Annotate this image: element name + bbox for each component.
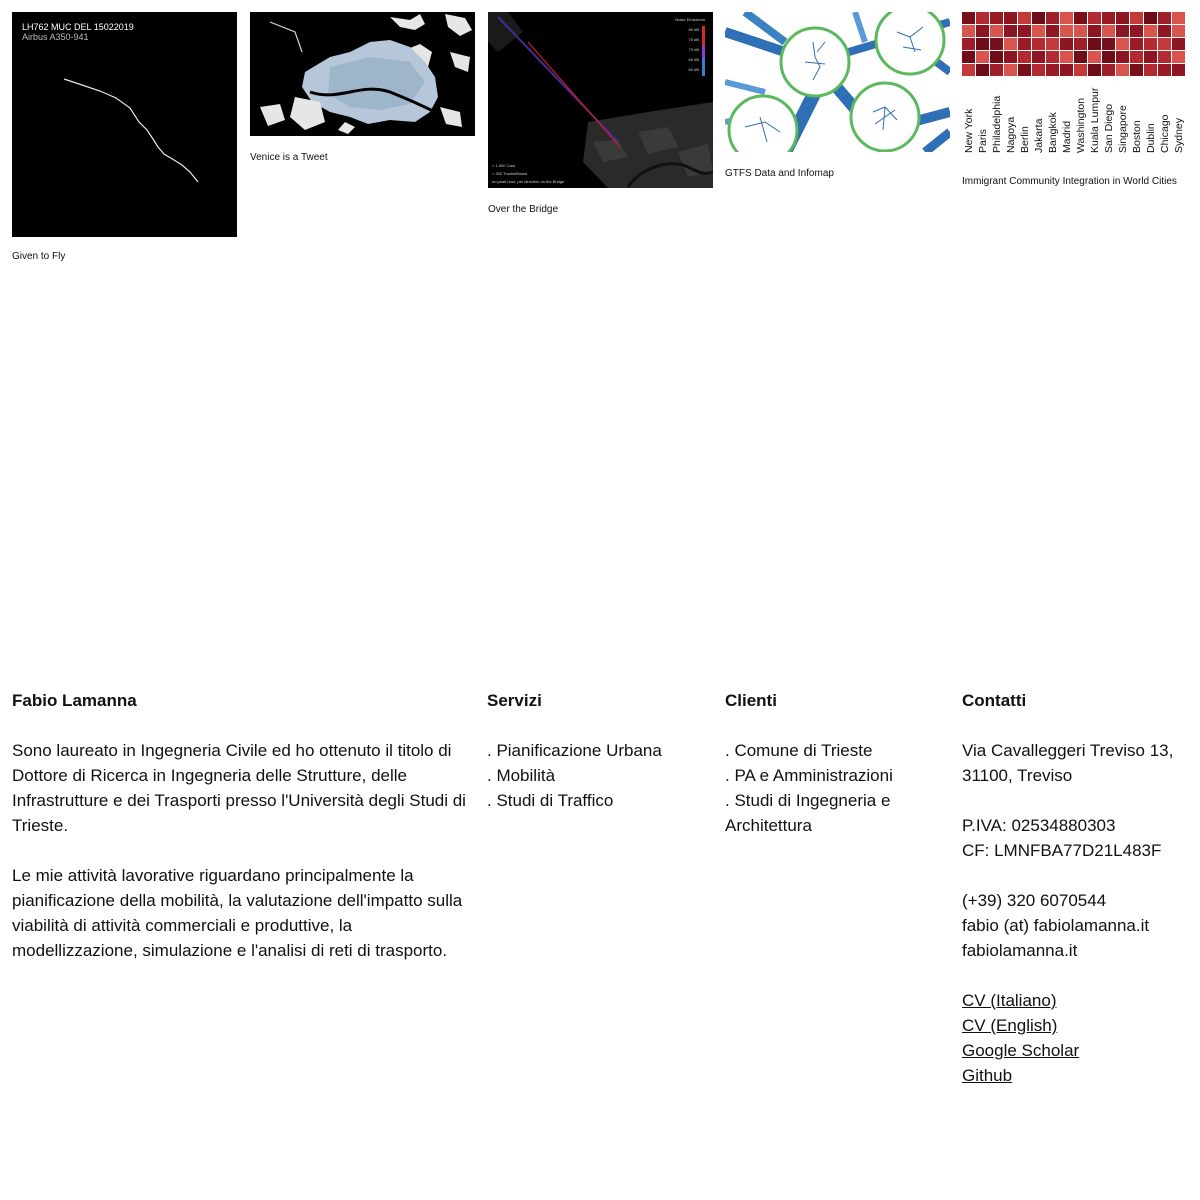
heatmap-cell <box>1074 38 1087 50</box>
project-over-the-bridge[interactable] <box>488 12 713 215</box>
city-label: Washington <box>1075 97 1087 153</box>
heatmap-cell <box>1144 25 1157 37</box>
heatmap-cell <box>1060 25 1073 37</box>
heatmap-cell <box>1116 64 1129 76</box>
project-thumbnail[interactable] <box>725 12 950 152</box>
contacts-column <box>962 688 1188 1113</box>
cv-english-link[interactable]: CV (English) <box>962 1016 1058 1035</box>
city-label: Jakarta <box>1033 118 1045 153</box>
heatmap-cell <box>1032 64 1045 76</box>
heatmap-cell <box>1032 12 1045 24</box>
city-label: Nagoya <box>1005 116 1017 153</box>
heatmap-cell <box>1046 51 1059 63</box>
heatmap-cell <box>1060 12 1073 24</box>
heatmap-cell <box>990 25 1003 37</box>
heatmap-cell <box>976 12 989 24</box>
project-title: Given to Fly <box>12 251 66 262</box>
heatmap-cell <box>1074 51 1087 63</box>
services-title: Servizi <box>487 691 542 710</box>
heatmap-cell <box>1074 25 1087 37</box>
heatmap-cell <box>976 64 989 76</box>
heatmap-cell <box>976 38 989 50</box>
about-paragraph: Sono laureato in Ingegneria Civile ed ho ottenuto il titolo di Dottore di Ricerca in Ingegneria delle Strutture, delle Infrastrutture e dei Trasporti presso l'Università degli Studi di Trieste. <box>12 741 466 835</box>
heatmap-cell <box>1116 25 1129 37</box>
heatmap-cell <box>1060 38 1073 50</box>
legend-title: Noise Emissions <box>675 17 705 22</box>
about-column <box>12 688 472 988</box>
heatmap-cell <box>1130 38 1143 50</box>
venice-map-graphic <box>250 12 475 136</box>
heatmap-cell <box>976 51 989 63</box>
city-label: Bangkok <box>1047 112 1059 153</box>
heatmap-cell <box>1158 64 1171 76</box>
heatmap-cell <box>990 38 1003 50</box>
city-labels <box>962 83 1187 153</box>
heatmap-cell <box>1130 51 1143 63</box>
heatmap-cell <box>1102 38 1115 50</box>
project-venice-is-a-tweet[interactable] <box>250 12 475 163</box>
heatmap-cell <box>1018 25 1031 37</box>
service-item: . Studi di Traffico <box>487 791 614 810</box>
heatmap-cell <box>1144 51 1157 63</box>
heatmap-cell <box>1046 25 1059 37</box>
map-note: on peak hour, per direction on the Bridge <box>492 179 565 184</box>
heatmap-cell <box>1018 64 1031 76</box>
heatmap-grid <box>962 12 1187 76</box>
client-item: . Comune di Trieste <box>725 741 873 760</box>
heatmap-cell <box>962 38 975 50</box>
heatmap-cell <box>1074 12 1087 24</box>
legend-level: 70 dB <box>688 47 699 52</box>
legend-level: 80 dB <box>688 27 699 32</box>
gtfs-network-graphic <box>725 12 950 152</box>
heatmap-cell <box>990 51 1003 63</box>
contacts-title: Contatti <box>962 691 1027 710</box>
heatmap-cell <box>1018 38 1031 50</box>
heatmap-cell <box>1130 25 1143 37</box>
heatmap-cell <box>1060 51 1073 63</box>
heatmap-cell <box>1004 12 1017 24</box>
project-thumbnail[interactable] <box>250 12 475 136</box>
project-immigrant-integration[interactable] <box>962 12 1187 187</box>
heatmap-cell <box>1060 64 1073 76</box>
clients-title: Clienti <box>725 691 777 710</box>
author-name: Fabio Lamanna <box>12 691 137 710</box>
heatmap-cell <box>1158 51 1171 63</box>
city-label: Sydney <box>1173 117 1185 153</box>
heatmap-cell <box>962 64 975 76</box>
service-item: . Pianificazione Urbana <box>487 741 662 760</box>
services-column <box>487 688 712 813</box>
heatmap-cell <box>1172 25 1185 37</box>
project-title: Venice is a Tweet <box>250 152 328 163</box>
heatmap-cell <box>1158 25 1171 37</box>
heatmap-cell <box>1046 38 1059 50</box>
city-label: Kuala Lumpur <box>1089 87 1101 153</box>
heatmap-cell <box>1172 12 1185 24</box>
project-given-to-fly[interactable] <box>12 12 237 262</box>
heatmap-cell <box>962 12 975 24</box>
project-gtfs-infomap[interactable] <box>725 12 950 179</box>
cv-italian-link[interactable]: CV (Italiano) <box>962 991 1057 1010</box>
legend-level: 60 dB <box>688 67 699 72</box>
address-line: Via Cavalleggeri Treviso 13, <box>962 741 1174 760</box>
flight-code: LH762 MUC DEL 15022019 <box>22 22 134 32</box>
heatmap-cell <box>1116 12 1129 24</box>
heatmap-cell <box>1088 25 1101 37</box>
address-line: 31100, Treviso <box>962 766 1073 785</box>
about-paragraph: Le mie attività lavorative riguardano principalmente la pianificazione della mobilità, la valutazione dell'impatto sulla viabilità di attività commerciali e produttive, la modellizzazione, simulazione e l'analisi di reti di trasporto. <box>12 866 463 960</box>
map-note: > 1.500 Cars <box>492 163 516 168</box>
heatmap-cell <box>1172 38 1185 50</box>
heatmap-cell <box>1074 64 1087 76</box>
heatmap-cell <box>1102 51 1115 63</box>
heatmap-cell <box>1102 25 1115 37</box>
heatmap-cell <box>1032 38 1045 50</box>
project-thumbnail[interactable] <box>962 12 1187 162</box>
city-label: Philadelphia <box>991 95 1003 153</box>
heatmap-cell <box>1158 12 1171 24</box>
clients-column <box>725 688 925 838</box>
project-thumbnail[interactable] <box>12 12 237 237</box>
project-thumbnail[interactable] <box>488 12 713 188</box>
aircraft-type: Airbus A350-941 <box>22 32 89 42</box>
heatmap-cell <box>1032 51 1045 63</box>
heatmap-cell <box>1172 51 1185 63</box>
heatmap-cell <box>1088 51 1101 63</box>
vat-number: P.IVA: 02534880303 <box>962 816 1116 835</box>
heatmap-cell <box>1018 12 1031 24</box>
heatmap-cell <box>1046 64 1059 76</box>
client-item: . PA e Amministrazioni <box>725 766 893 785</box>
city-label: New York <box>963 108 975 153</box>
flight-path-graphic <box>12 12 237 237</box>
client-item: . Studi di Ingegneria e Architettura <box>725 791 891 835</box>
city-label: Madrid <box>1061 120 1073 153</box>
website: fabiolamanna.it <box>962 941 1078 960</box>
city-label: Paris <box>977 129 989 153</box>
heatmap-cell <box>990 64 1003 76</box>
project-title: Over the Bridge <box>488 204 559 215</box>
fiscal-code: CF: LMNFBA77D21L483F <box>962 841 1162 860</box>
city-label: Boston <box>1131 120 1143 153</box>
city-label: Singapore <box>1117 105 1129 153</box>
city-label: Berlin <box>1019 126 1031 153</box>
email-address: fabio (at) fabiolamanna.it <box>962 916 1150 935</box>
github-link[interactable]: Github <box>962 1066 1013 1085</box>
heatmap-cell <box>1130 64 1143 76</box>
heatmap-cell <box>1158 38 1171 50</box>
heatmap-cell <box>1116 38 1129 50</box>
service-item: . Mobilità <box>487 766 556 785</box>
project-title: GTFS Data and Infomap <box>725 168 834 179</box>
heatmap-cell <box>1004 51 1017 63</box>
heatmap-cell <box>1088 12 1101 24</box>
heatmap-cell <box>1172 64 1185 76</box>
heatmap-cell <box>1144 64 1157 76</box>
heatmap-cell <box>1102 12 1115 24</box>
city-label: San Diego <box>1103 103 1115 153</box>
heatmap-cell <box>1004 38 1017 50</box>
heatmap-cell <box>962 51 975 63</box>
heatmap-cell <box>1018 51 1031 63</box>
legend-level: 65 dB <box>688 57 699 62</box>
city-label: Chicago <box>1159 114 1171 153</box>
legend-level: 75 dB <box>688 37 699 42</box>
heatmap-cell <box>990 12 1003 24</box>
google-scholar-link[interactable]: Google Scholar <box>962 1041 1080 1060</box>
heatmap-cell <box>976 25 989 37</box>
heatmap-cell <box>962 25 975 37</box>
heatmap-cell <box>1144 12 1157 24</box>
heatmap-cell <box>1046 12 1059 24</box>
heatmap-cell <box>1116 51 1129 63</box>
project-title: Immigrant Community Integration in World Cities <box>962 176 1177 187</box>
map-note: > 300 Trucks/Buses <box>492 171 528 176</box>
heatmap-cell <box>1102 64 1115 76</box>
heatmap-cell <box>1004 64 1017 76</box>
heatmap-cell <box>1088 64 1101 76</box>
phone-number: (+39) 320 6070544 <box>962 891 1107 910</box>
city-label: Dublin <box>1145 123 1157 153</box>
heatmap-cell <box>1130 12 1143 24</box>
heatmap-cell <box>1144 38 1157 50</box>
heatmap-cell <box>1004 25 1017 37</box>
heatmap-cell <box>1032 25 1045 37</box>
heatmap-cell <box>1088 38 1101 50</box>
